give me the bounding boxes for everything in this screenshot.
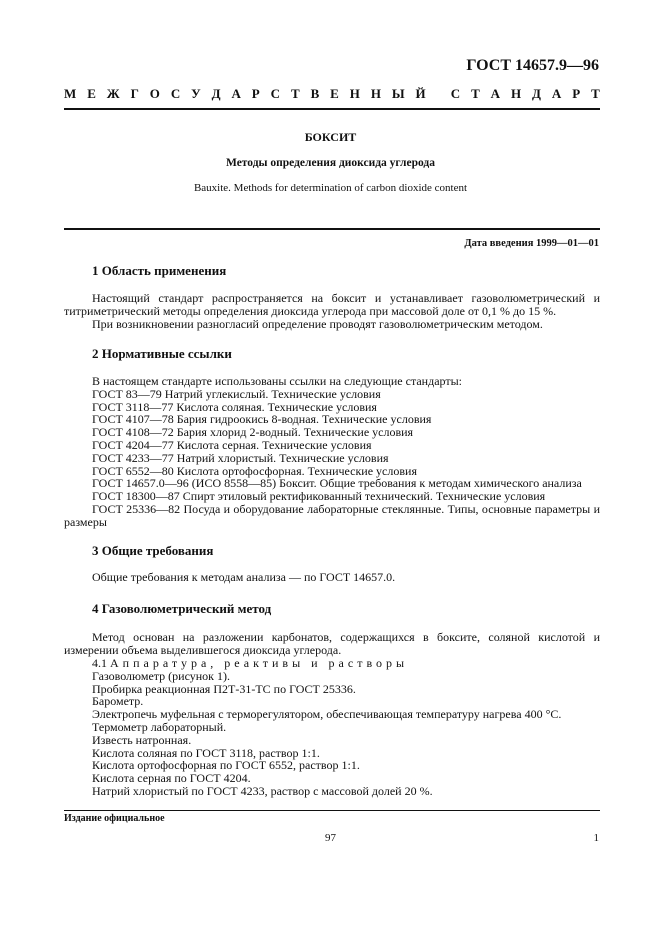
banner-letter: О: [149, 86, 160, 101]
reference-item: ГОСТ 25336—82 Посуда и оборудование лабораторные стеклянные. Типы, основные параметры и размеры: [64, 501, 600, 529]
banner-letter: В: [310, 86, 320, 101]
banner-letter: Д: [532, 86, 541, 101]
banner-letter: Т: [591, 86, 600, 101]
reference-item: ГОСТ 3118—77 Кислота соляная. Технические условия: [92, 399, 377, 414]
banner-letter: Д: [211, 86, 221, 101]
banner-letter: Р: [572, 86, 581, 101]
banner-letter: А: [490, 86, 501, 101]
apparatus-item: Термометр лабораторный.: [92, 719, 227, 734]
banner-letter: Е: [330, 86, 339, 101]
section-4-heading: 4 Газоволюметрический метод: [92, 601, 272, 616]
banner-letter: Ж: [106, 86, 120, 101]
page-number-center: 97: [325, 832, 336, 844]
apparatus-item: Кислота ортофосфорная по ГОСТ 6552, раствор 1:1.: [92, 758, 360, 773]
document-title: БОКСИТ: [304, 130, 357, 144]
banner-gap: [437, 86, 440, 102]
apparatus-item: Натрий хлористый по ГОСТ 4233, раствор с массовой долей 20 %.: [92, 783, 433, 798]
banner-letter: Н: [349, 86, 360, 101]
banner-letter: Ы: [391, 86, 405, 101]
reference-item: ГОСТ 83—79 Натрий углекислый. Технические условия: [92, 386, 381, 401]
english-title: Bauxite. Methods for determination of carbon dioxide content: [193, 182, 468, 194]
section-1-paragraph-2: При возникновении разногласий определение проводят газоволюметрическим методом.: [92, 316, 543, 331]
banner-letter: А: [231, 86, 241, 101]
apparatus-item: Газоволюметр (рисунок 1).: [92, 668, 230, 683]
apparatus-list: [92, 657, 600, 798]
reference-item: ГОСТ 4204—77 Кислота серная. Технические условия: [92, 437, 372, 452]
subsection-4-1-heading: [92, 657, 600, 670]
normative-references-list: [64, 374, 600, 529]
apparatus-item: Пробирка реакционная П2Т-31-ТС по ГОСТ 25336.: [92, 681, 356, 696]
interstate-standard-banner: [64, 86, 600, 102]
apparatus-item: Кислота соляная по ГОСТ 3118, раствор 1:1.: [92, 745, 320, 760]
section-1-paragraph-1: Настоящий стандарт распространяется на боксит и устанавливает газоволюметрический и титриметрический методы определения диоксида углерода при массовой доле от 0,1 % до 15 %.: [64, 291, 600, 318]
banner-letter: Й: [415, 86, 426, 101]
banner-letter: У: [191, 86, 201, 101]
banner-letter: Н: [510, 86, 522, 101]
reference-item: ГОСТ 18300—87 Спирт этиловый ректификованный технический. Технические условия: [92, 489, 546, 504]
introduction-date: Дата введения 1999—01—01: [464, 238, 599, 249]
top-rule: [64, 108, 600, 110]
official-edition-label: Издание официальное: [64, 813, 165, 824]
banner-letter: С: [450, 86, 461, 101]
section-2-heading: 2 Нормативные ссылки: [92, 346, 232, 361]
reference-item: ГОСТ 4107—78 Бария гидроокись 8-водная. Технические условия: [92, 412, 432, 427]
reference-item: ГОСТ 4233—77 Натрий хлористый. Технические условия: [92, 450, 389, 465]
banner-letter: С: [170, 86, 181, 101]
banner-letter: А: [551, 86, 562, 101]
subsection-number: 4.1: [92, 656, 107, 670]
banner-letter: С: [270, 86, 281, 101]
page-number-right: 1: [593, 832, 599, 844]
reference-item: ГОСТ 14657.0—96 (ИСО 8558—85) Боксит. Общие требования к методам химического анализа: [92, 476, 582, 491]
middle-rule: [64, 228, 600, 230]
reference-item: ГОСТ 6552—80 Кислота ортофосфорная. Технические условия: [92, 463, 417, 478]
section-1-heading: 1 Область применения: [92, 263, 227, 278]
banner-letter: Т: [471, 86, 480, 101]
banner-letter: Р: [251, 86, 260, 101]
document-number: ГОСТ 14657.9—96: [466, 57, 599, 74]
reference-item: ГОСТ 4108—72 Бария хлорид 2-водный. Технические условия: [92, 425, 414, 440]
banner-letter: Н: [370, 86, 381, 101]
section-3-text: Общие требования к методам анализа — по ГОСТ 14657.0.: [92, 570, 396, 584]
document-subtitle: Методы определения диоксида углерода: [226, 157, 435, 169]
references-intro: В настоящем стандарте использованы ссылки на следующие стандарты:: [92, 374, 463, 388]
banner-letter: Т: [290, 86, 300, 101]
footer-rule: [64, 810, 600, 811]
apparatus-item: Электропечь муфельная с терморегулятором, обеспечивающая температуру нагрева 400 °С.: [92, 707, 562, 722]
apparatus-item: Известь натронная.: [92, 732, 192, 747]
section-4-paragraph: Метод основан на разложении карбонатов, содержащихся в боксите, соляной кислотой и измерении объема выделившегося диоксида углерода.: [64, 630, 600, 657]
banner-letter: Г: [130, 86, 139, 101]
section-3-heading: 3 Общие требования: [92, 543, 214, 558]
apparatus-item: Кислота серная по ГОСТ 4204.: [92, 771, 251, 786]
section-1-text: [64, 292, 600, 330]
subsection-title: Аппаратура, реактивы и растворы: [110, 656, 409, 670]
banner-letter: Е: [87, 86, 96, 101]
banner-letter: М: [64, 86, 77, 101]
apparatus-item: Барометр.: [92, 694, 144, 709]
